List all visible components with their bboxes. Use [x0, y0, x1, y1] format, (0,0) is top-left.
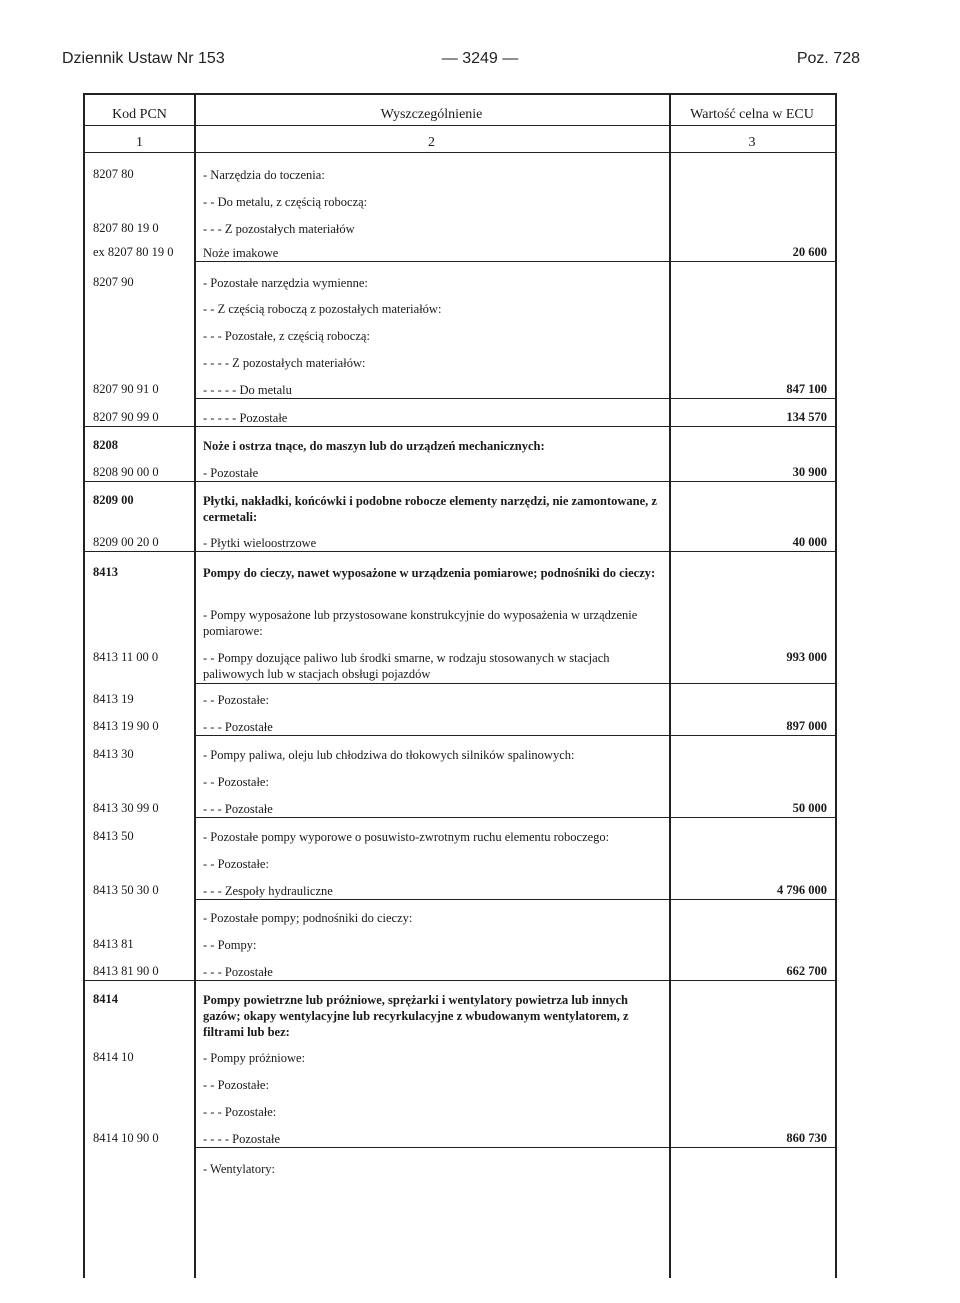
row-rule — [195, 1147, 835, 1148]
row-code: 8207 90 91 0 — [93, 382, 159, 396]
row-code: ex 8207 80 19 0 — [93, 245, 174, 259]
journal-title: Dziennik Ustaw Nr 153 — [62, 50, 225, 67]
row-description: - Pompy próżniowe: — [203, 1051, 306, 1065]
row-value: 993 000 — [786, 650, 827, 664]
row-code: 8208 90 00 0 — [93, 465, 159, 479]
row-description: - Pompy paliwa, oleju lub chłodziwa do tłokowych silników spalinowych: — [203, 748, 575, 762]
row-code: 8413 50 30 0 — [93, 883, 159, 897]
colnum-rule — [85, 152, 835, 153]
row-value: 50 000 — [792, 801, 827, 815]
row-rule — [195, 398, 835, 399]
row-rule — [195, 817, 835, 818]
row-code: 8414 — [93, 992, 118, 1006]
row-code: 8208 — [93, 438, 118, 452]
row-description: - - Pompy: — [203, 938, 257, 952]
row-value: 134 570 — [786, 410, 827, 424]
row-value: 4 796 000 — [777, 883, 827, 897]
row-description: - - - - Z pozostałych materiałów: — [203, 356, 366, 370]
row-code: 8413 81 90 0 — [93, 964, 159, 978]
row-description: - - Pozostałe: — [203, 775, 269, 789]
header-description: Wyszczególnienie — [380, 107, 483, 122]
row-code: 8207 90 — [93, 275, 134, 289]
row-code: 8414 10 — [93, 1050, 134, 1064]
row-description: - Pozostałe pompy wyporowe o posuwisto-zwrotnym ruchu elementu roboczego: — [203, 830, 610, 844]
row-description: - - - Zespoły hydrauliczne — [203, 884, 333, 898]
row-value: 20 600 — [792, 245, 827, 259]
row-description: - Wentylatory: — [203, 1162, 276, 1176]
row-description: - - - - Pozostałe — [203, 1132, 281, 1146]
row-code: 8209 00 — [93, 493, 134, 507]
row-description: - - - Pozostałe, z częścią roboczą: — [203, 329, 370, 343]
row-code: 8413 19 90 0 — [93, 719, 159, 733]
row-code: 8207 80 — [93, 167, 134, 181]
row-code: 8413 19 — [93, 692, 134, 706]
row-value: 860 730 — [786, 1131, 827, 1145]
row-code: 8207 80 19 0 — [93, 221, 159, 235]
row-description: - - - Pozostałe — [203, 720, 273, 734]
row-description: - - - Pozostałe — [203, 965, 273, 979]
row-code: 8209 00 20 0 — [93, 535, 159, 549]
row-rule — [195, 735, 835, 736]
row-description: - Pozostałe pompy; podnośniki do cieczy: — [203, 911, 413, 925]
row-rule — [195, 899, 835, 900]
tariff-table — [83, 93, 837, 1278]
row-description: - Płytki wieloostrzowe — [203, 536, 317, 550]
row-description: - - Pompy dozujące paliwo lub środki smarne, w rodzaju stosowanych w stacjach paliwowych lub w stacjach obsługi pojazdów — [203, 651, 610, 681]
row-code: 8413 81 — [93, 937, 134, 951]
row-description: Pompy powietrzne lub próżniowe, sprężarki i wentylatory powietrza lub innych gazów; okapy wentylacyjne lub recyrkulacyjne z wbudowanym wentylatorem, z filtrami lub bez: — [203, 993, 629, 1039]
row-code: 8207 90 99 0 — [93, 410, 159, 424]
row-description: Pompy do cieczy, nawet wyposażone w urządzenia pomiarowe; podnośniki do cieczy: — [203, 566, 656, 580]
row-code: 8414 10 90 0 — [93, 1131, 159, 1145]
page-number: — 3249 — — [441, 50, 519, 67]
row-code: 8413 11 00 0 — [93, 650, 159, 664]
row-description: - - Do metalu, z częścią roboczą: — [203, 195, 368, 209]
row-value: 30 900 — [792, 465, 827, 479]
row-description: Noże i ostrza tnące, do maszyn lub do urządzeń mechanicznych: — [203, 439, 545, 453]
row-description: Noże imakowe — [203, 246, 279, 260]
header-value: Wartość celna w ECU — [690, 107, 814, 122]
row-description: - Pompy wyposażone lub przystosowane konstrukcyjnie do wyposażenia w urządzenie pomiarowe: — [203, 608, 638, 638]
column-divider-2 — [669, 95, 671, 1278]
row-description: - Pozostałe — [203, 466, 259, 480]
row-rule — [85, 481, 835, 482]
row-description: - - - Pozostałe: — [203, 1105, 277, 1119]
row-rule — [85, 980, 835, 981]
colnum-value: 3 — [748, 135, 756, 150]
row-rule — [195, 683, 835, 684]
row-description: - - - Pozostałe — [203, 802, 273, 816]
row-description: Płytki, nakładki, końcówki i podobne robocze elementy narzędzi, nie zamontowane, z cermetali: — [203, 494, 657, 524]
row-description: - - - Z pozostałych materiałów — [203, 222, 355, 236]
column-divider-1 — [194, 95, 196, 1278]
row-description: - - Pozostałe: — [203, 693, 269, 707]
row-description: - - Z częścią roboczą z pozostałych materiałów: — [203, 302, 442, 316]
row-code: 8413 50 — [93, 829, 134, 843]
row-description: - - Pozostałe: — [203, 857, 269, 871]
row-code: 8413 30 — [93, 747, 134, 761]
row-value: 897 000 — [786, 719, 827, 733]
row-rule — [85, 426, 835, 427]
position-number: Poz. 728 — [796, 50, 860, 67]
header-code: Kod PCN — [112, 107, 167, 122]
row-description: - - - - - Do metalu — [203, 383, 292, 397]
row-value: 40 000 — [792, 535, 827, 549]
row-value: 847 100 — [786, 382, 827, 396]
row-code: 8413 — [93, 565, 118, 579]
row-description: - - - - - Pozostałe — [203, 411, 288, 425]
colnum-description: 2 — [428, 135, 435, 150]
header-rule — [85, 125, 835, 126]
row-rule — [195, 261, 835, 262]
row-rule — [85, 551, 835, 552]
row-description: - Pozostałe narzędzia wymienne: — [203, 276, 368, 290]
row-code: 8413 30 99 0 — [93, 801, 159, 815]
row-description: - Narzędzia do toczenia: — [203, 168, 325, 182]
row-description: - - Pozostałe: — [203, 1078, 269, 1092]
colnum-code: 1 — [136, 135, 143, 150]
row-value: 662 700 — [786, 964, 827, 978]
